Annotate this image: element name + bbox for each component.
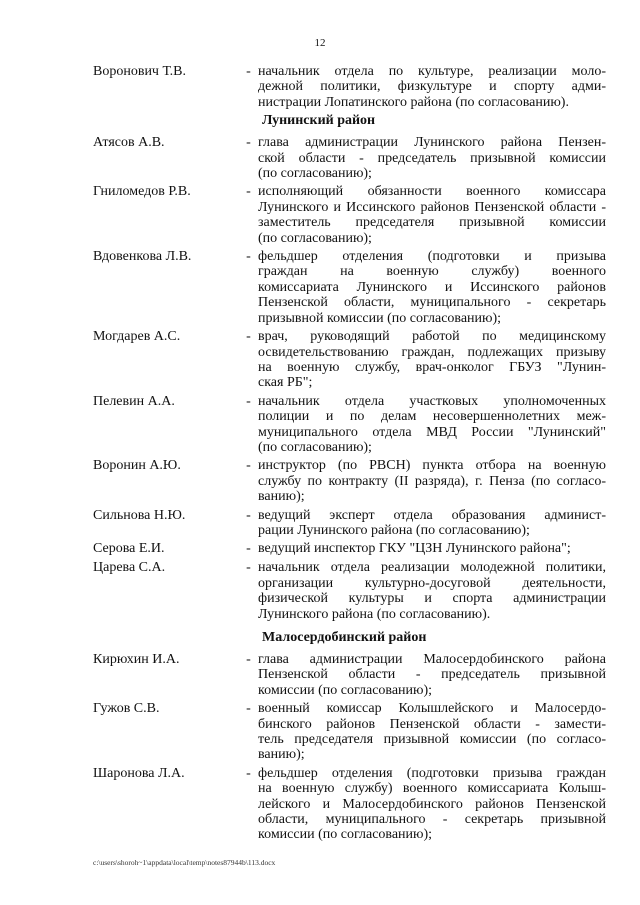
description-line: лейского и Малосердобинского районов Пензенской	[258, 796, 606, 812]
person-name: Кирюхин И.А.	[93, 652, 180, 667]
description-line: Пензенской области - председатель призывной	[258, 667, 606, 683]
person-description	[258, 508, 606, 539]
description-line: фельдшер отделения (подготовки призыва граждан	[258, 765, 606, 781]
person-description	[258, 394, 606, 456]
description-line: физической культуры и спорта администрации	[258, 591, 606, 607]
description-line: фельдшер отделения (подготовки и призыва	[258, 249, 606, 265]
description-line: (по согласованию);	[258, 230, 372, 246]
person-name: Атясов А.В.	[93, 135, 165, 151]
commission-member-entry	[0, 541, 640, 557]
description-line: комиссии (по согласованию);	[258, 827, 433, 843]
description-line: бинского районов Пензенской области - замести-	[258, 716, 606, 732]
description-line: врач, руководящий работой по медицинскому	[258, 329, 606, 345]
description-line: начальник отдела по культуре, реализации моло-	[258, 64, 606, 79]
description-line: глава администрации Малосердобинского района	[258, 652, 606, 667]
description-line: области, муниципального - секретарь призывной	[258, 812, 606, 828]
description-line: муниципального отдела МВД России "Лунинский"	[258, 424, 606, 440]
dash-separator: -	[246, 560, 251, 576]
commission-member-entry	[0, 184, 640, 246]
person-name: Пелевин А.А.	[93, 393, 175, 409]
dash-separator: -	[246, 393, 251, 409]
file-path-footer: c:\users\shoroh~1\appdata\local\temp\notes87944b\113.docx	[93, 858, 276, 867]
dash-separator: -	[246, 458, 251, 474]
description-line: (по согласованию);	[258, 166, 372, 182]
description-line: организации культурно-досуговой деятельности,	[258, 575, 606, 591]
dash-separator: -	[246, 701, 251, 717]
dash-separator: -	[246, 507, 251, 523]
person-description	[258, 701, 606, 763]
person-description	[258, 652, 606, 698]
description-line: Пензенской области, муниципального - секретарь	[258, 295, 606, 311]
commission-member-entry	[0, 652, 640, 698]
district-heading: Малосердобинский район	[262, 630, 427, 645]
description-line: ванию);	[258, 489, 305, 505]
document-body	[0, 64, 640, 846]
person-description	[258, 766, 606, 843]
dash-separator: -	[246, 329, 251, 345]
person-description	[258, 135, 606, 181]
person-name: Шаронова Л.А.	[93, 765, 185, 781]
person-name: Воронин А.Ю.	[93, 458, 181, 474]
description-line: начальник отдела участковых уполномоченных	[258, 393, 606, 409]
description-line: ванию);	[258, 747, 305, 763]
district-heading: Лунинский район	[262, 113, 376, 129]
description-line: граждан на военную службу) военного	[258, 264, 606, 280]
commission-member-entry	[0, 329, 640, 391]
description-line: инструктор (по РВСН) пункта отбора на военную	[258, 458, 606, 474]
description-line: комиссариата Лунинского и Иссинского районов	[258, 279, 606, 295]
person-description	[258, 541, 606, 557]
description-line: глава администрации Лунинского района Пензен-	[258, 135, 606, 151]
person-name: Серова Е.И.	[93, 541, 165, 557]
description-line: нистрации Лопатинского района (по согласованию).	[258, 94, 569, 110]
description-line: Лунинского и Иссинского районов Пензенской области -	[258, 199, 606, 215]
description-line: ведущий эксперт отдела образования админист-	[258, 507, 606, 523]
description-line: (по согласованию);	[258, 439, 372, 455]
person-name: Гужов С.В.	[93, 701, 160, 717]
person-name: Сильнова Н.Ю.	[93, 507, 186, 523]
person-description	[258, 64, 606, 110]
dash-separator: -	[246, 64, 251, 79]
description-line: ведущий инспектор ГКУ "ЦЗН Лунинского района";	[258, 541, 571, 557]
dash-separator: -	[246, 135, 251, 151]
description-line: Лунинского района (по согласованию).	[258, 606, 491, 622]
dash-separator: -	[246, 652, 251, 667]
description-line: военный комиссар Колышлейского и Малосердо-	[258, 701, 606, 717]
commission-member-entry	[0, 766, 640, 843]
district-sections	[0, 113, 640, 843]
dash-separator: -	[246, 184, 251, 200]
commission-member-entry	[0, 394, 640, 456]
person-description	[258, 329, 606, 391]
commission-member-entry	[0, 458, 640, 504]
dash-separator: -	[246, 541, 251, 557]
description-line: начальник отдела реализации молодежной политики,	[258, 560, 606, 576]
commission-member-entry	[0, 508, 640, 539]
person-description	[258, 458, 606, 504]
person-description	[258, 249, 606, 326]
description-line: на военную службу) военного комиссариата Колыш-	[258, 781, 606, 797]
description-line: на военную службу, врач-онколог ГБУЗ "Лунин-	[258, 359, 606, 375]
commission-member-entry	[0, 135, 640, 181]
commission-member-entry	[0, 249, 640, 326]
person-name: Вдовенкова Л.В.	[93, 249, 192, 265]
description-line: службу по контракту (II разряда), г. Пенза (по согласо-	[258, 473, 606, 489]
commission-member-entry	[0, 560, 640, 622]
dash-separator: -	[246, 249, 251, 265]
person-name: Гниломедов Р.В.	[93, 184, 191, 200]
person-name: Царева С.А.	[93, 560, 166, 576]
page-number: 12	[314, 37, 326, 49]
description-line: комиссии (по согласованию);	[258, 682, 433, 698]
commission-member-entry	[0, 701, 640, 763]
description-line: ской области - председатель призывной комиссии	[258, 150, 606, 166]
person-description	[258, 184, 606, 246]
person-description	[258, 560, 606, 622]
person-name: Могдарев А.С.	[93, 329, 181, 345]
person-name: Воронович Т.В.	[93, 64, 186, 79]
description-line: рации Лунинского района (по согласованию);	[258, 522, 530, 538]
description-line: ская РБ";	[258, 375, 313, 391]
top-entry	[0, 64, 640, 110]
description-line: призывной комиссии (по согласованию);	[258, 310, 502, 326]
description-line: тель председателя призывной комиссии (по согласо-	[258, 732, 606, 748]
description-line: исполняющий обязанности военного комиссара	[258, 184, 606, 200]
description-line: заместитель председателя призывной комиссии	[258, 215, 606, 231]
description-line: полиции и по делам несовершеннолетних меж-	[258, 409, 606, 425]
description-line: дежной политики, физкультуре и спорту адми-	[258, 79, 606, 95]
description-line: освидетельствованию граждан, подлежащих призыву	[258, 344, 606, 360]
dash-separator: -	[246, 765, 251, 781]
